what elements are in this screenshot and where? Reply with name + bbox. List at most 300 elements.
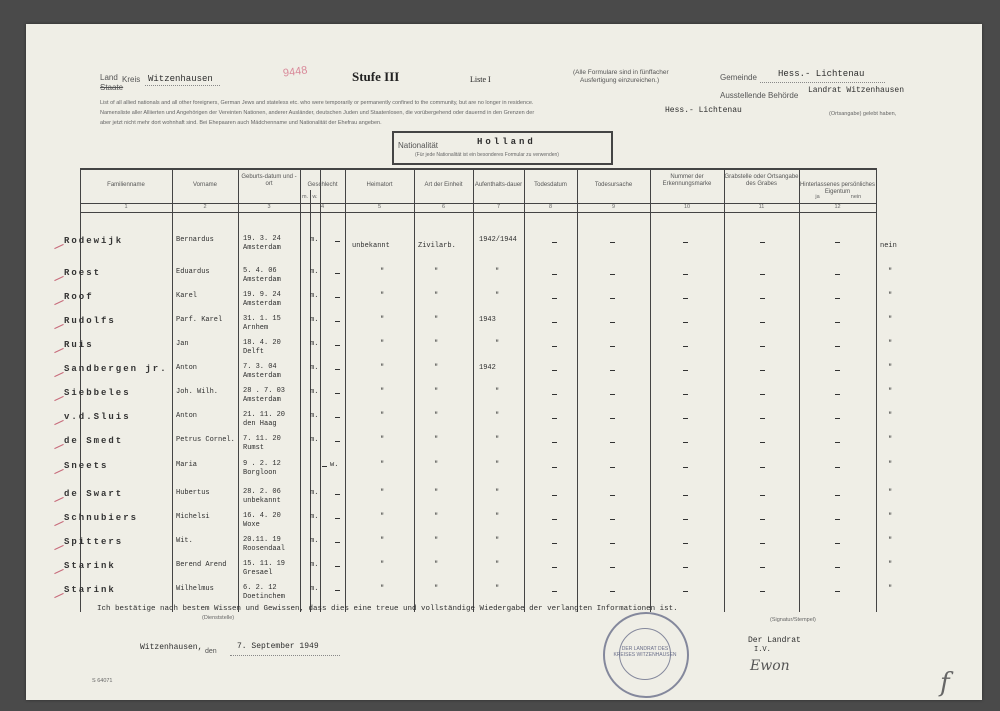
nationality-label: Nationalität bbox=[398, 141, 439, 150]
stay-cell: " bbox=[495, 561, 500, 569]
birth-place-cell: Amsterdam bbox=[243, 396, 281, 404]
intro-place: Hess.- Lichtenau bbox=[665, 106, 742, 115]
surname-cell: Roest bbox=[64, 268, 102, 278]
dash-mark bbox=[335, 441, 340, 442]
sex-cell: w. bbox=[330, 461, 339, 469]
stay-cell: " bbox=[495, 436, 500, 444]
property-cell: " bbox=[888, 561, 893, 569]
dash-mark bbox=[835, 370, 840, 371]
handwritten-reference: 9448 bbox=[282, 64, 309, 80]
property-subheader: nein bbox=[850, 194, 862, 200]
date-value: 7. September 1949 bbox=[237, 642, 319, 651]
home-cell: " bbox=[380, 436, 385, 444]
place-label: Witzenhausen, bbox=[140, 643, 203, 652]
unit-cell: " bbox=[434, 537, 439, 545]
home-cell: " bbox=[380, 268, 385, 276]
dash-mark bbox=[683, 242, 688, 243]
property-cell: " bbox=[888, 340, 893, 348]
table-column-rule bbox=[524, 168, 525, 612]
dash-mark bbox=[552, 495, 557, 496]
home-cell: " bbox=[380, 489, 385, 497]
sex-cell: m. bbox=[310, 268, 319, 276]
column-number: 8 bbox=[548, 204, 553, 210]
dash-mark bbox=[552, 322, 557, 323]
dash-mark bbox=[552, 418, 557, 419]
first-name-cell: Wilhelmus bbox=[176, 585, 214, 593]
first-name-cell: Anton bbox=[176, 412, 198, 420]
birth-place-cell: Arnhem bbox=[243, 324, 269, 332]
column-header: Nummer der Erkennungsmarke bbox=[662, 174, 712, 187]
stay-cell: 1942/1944 bbox=[479, 236, 517, 244]
first-name-cell: Parf. Karel bbox=[176, 316, 223, 324]
home-cell: " bbox=[380, 537, 385, 545]
stay-cell: 1942 bbox=[479, 364, 496, 372]
column-number: 11 bbox=[758, 204, 765, 210]
birth-date-cell: 5. 4. 06 bbox=[243, 267, 277, 275]
dash-mark bbox=[760, 346, 765, 347]
dash-mark bbox=[760, 442, 765, 443]
birth-date-cell: 6. 2. 12 bbox=[243, 584, 277, 592]
property-cell: " bbox=[888, 585, 893, 593]
dash-mark bbox=[835, 242, 840, 243]
stay-cell: " bbox=[495, 489, 500, 497]
table-rule bbox=[80, 212, 876, 213]
dash-mark bbox=[683, 467, 688, 468]
surname-cell: Rudolfs bbox=[64, 316, 116, 326]
dash-mark bbox=[610, 242, 615, 243]
table-column-rule bbox=[650, 168, 651, 612]
table-column-rule bbox=[300, 168, 301, 612]
birth-place-cell: Woxe bbox=[243, 521, 260, 529]
dash-mark bbox=[835, 298, 840, 299]
dash-mark bbox=[552, 567, 557, 568]
property-cell: " bbox=[888, 436, 893, 444]
column-header: Todesdatum bbox=[534, 182, 567, 188]
first-name-cell: Bernardus bbox=[176, 236, 214, 244]
date-line bbox=[230, 655, 340, 656]
birth-date-cell: 19. 3. 24 bbox=[243, 235, 281, 243]
kreis-value: Witzenhausen bbox=[148, 74, 213, 84]
home-cell: " bbox=[380, 461, 385, 469]
dash-mark bbox=[835, 418, 840, 419]
sex-cell: m. bbox=[310, 388, 319, 396]
stay-cell: " bbox=[495, 585, 500, 593]
sex-cell: m. bbox=[310, 292, 319, 300]
stay-cell: " bbox=[495, 537, 500, 545]
dash-mark bbox=[835, 543, 840, 544]
dash-mark bbox=[835, 274, 840, 275]
unit-cell: " bbox=[434, 268, 439, 276]
surname-cell: de Smedt bbox=[64, 436, 124, 446]
property-cell: " bbox=[888, 268, 893, 276]
unit-cell: " bbox=[434, 489, 439, 497]
dash-mark bbox=[552, 519, 557, 520]
birth-place-cell: Borgloon bbox=[243, 469, 277, 477]
birth-date-cell: 31. 1. 15 bbox=[243, 315, 281, 323]
dash-mark bbox=[760, 591, 765, 592]
sex-cell: m. bbox=[310, 489, 319, 497]
home-cell: unbekannt bbox=[352, 242, 390, 250]
dash-mark bbox=[760, 370, 765, 371]
form-code: S 64071 bbox=[92, 678, 113, 684]
property-cell: " bbox=[888, 388, 893, 396]
dash-mark bbox=[683, 418, 688, 419]
home-cell: " bbox=[380, 513, 385, 521]
dash-mark bbox=[610, 394, 615, 395]
sex-cell: m. bbox=[310, 412, 319, 420]
unit-cell: " bbox=[434, 561, 439, 569]
dash-mark bbox=[335, 417, 340, 418]
sex-cell: m. bbox=[310, 537, 319, 545]
dash-mark bbox=[610, 370, 615, 371]
dash-mark bbox=[760, 298, 765, 299]
stay-cell: " bbox=[495, 461, 500, 469]
dash-mark bbox=[683, 274, 688, 275]
dash-mark bbox=[835, 519, 840, 520]
property-cell: " bbox=[888, 316, 893, 324]
birth-place-cell: Gresael bbox=[243, 569, 273, 577]
dash-mark bbox=[610, 591, 615, 592]
dash-mark bbox=[335, 241, 340, 242]
dash-mark bbox=[835, 495, 840, 496]
column-header: Aufenthalts-dauer bbox=[474, 182, 523, 188]
unit-cell: " bbox=[434, 585, 439, 593]
column-header: Todesursache bbox=[594, 182, 633, 188]
column-number: 9 bbox=[611, 204, 616, 210]
table-column-rule bbox=[345, 168, 346, 612]
dash-mark bbox=[335, 494, 340, 495]
birth-place-cell: Amsterdam bbox=[243, 372, 281, 380]
table-column-rule bbox=[799, 168, 800, 612]
dash-mark bbox=[683, 495, 688, 496]
corner-mark: f bbox=[940, 668, 950, 698]
surname-cell: Sandbergen jr. bbox=[64, 364, 168, 374]
dash-mark bbox=[552, 591, 557, 592]
table-column-rule bbox=[238, 168, 239, 612]
stay-cell: " bbox=[495, 513, 500, 521]
birth-place-cell: Rumst bbox=[243, 444, 265, 452]
dash-mark bbox=[760, 418, 765, 419]
unit-cell: " bbox=[434, 412, 439, 420]
table-column-rule bbox=[473, 168, 474, 612]
birth-date-cell: 28. 2. 06 bbox=[243, 488, 281, 496]
home-cell: " bbox=[380, 561, 385, 569]
unit-cell: " bbox=[434, 292, 439, 300]
column-number: 2 bbox=[203, 204, 207, 210]
dash-mark bbox=[760, 467, 765, 468]
property-cell: " bbox=[888, 412, 893, 420]
dash-mark bbox=[610, 346, 615, 347]
dash-mark bbox=[835, 346, 840, 347]
dash-mark bbox=[835, 394, 840, 395]
birth-place-cell: Delft bbox=[243, 348, 265, 356]
sex-cell: m. bbox=[310, 316, 319, 324]
home-cell: " bbox=[380, 585, 385, 593]
dash-mark bbox=[835, 467, 840, 468]
table-column-rule bbox=[876, 168, 877, 612]
surname-cell: Starink bbox=[64, 585, 116, 595]
first-name-cell: Anton bbox=[176, 364, 198, 372]
unit-cell: " bbox=[434, 340, 439, 348]
dash-mark bbox=[610, 467, 615, 468]
home-cell: " bbox=[380, 292, 385, 300]
dash-mark bbox=[760, 495, 765, 496]
stay-cell: " bbox=[495, 292, 500, 300]
surname-cell: Schnubiers bbox=[64, 513, 139, 523]
dash-mark bbox=[552, 394, 557, 395]
den-label: den bbox=[205, 648, 217, 655]
column-number: 10 bbox=[683, 204, 691, 210]
property-cell: nein bbox=[880, 242, 897, 250]
column-header: Heimatort bbox=[366, 182, 393, 188]
liste-label: Liste I bbox=[470, 75, 491, 84]
dash-mark bbox=[610, 543, 615, 544]
sex-cell: m. bbox=[310, 364, 319, 372]
property-cell: " bbox=[888, 461, 893, 469]
birth-date-cell: 7. 11. 20 bbox=[243, 435, 281, 443]
confirmation-text: Ich bestätige nach bestem Wissen und Gewissen, dass dies eine treue und vollständige Wiedergabe der verlangten Informationen ist. bbox=[97, 605, 678, 613]
first-name-cell: Karel bbox=[176, 292, 198, 300]
dash-mark bbox=[552, 346, 557, 347]
dash-mark bbox=[760, 242, 765, 243]
stay-cell: " bbox=[495, 388, 500, 396]
dash-mark bbox=[335, 273, 340, 274]
dash-mark bbox=[335, 369, 340, 370]
sex-cell: m. bbox=[310, 561, 319, 569]
sex-cell: m. bbox=[310, 436, 319, 444]
dash-mark bbox=[683, 442, 688, 443]
birth-date-cell: 28 . 7. 03 bbox=[243, 387, 286, 395]
column-number: 6 bbox=[441, 204, 446, 210]
column-header: Familienname bbox=[107, 182, 145, 188]
dash-mark bbox=[552, 370, 557, 371]
seal-text: DER LANDRAT DES KREISES WITZENHAUSEN bbox=[613, 646, 677, 658]
column-number: 7 bbox=[496, 204, 501, 210]
column-number: 5 bbox=[377, 204, 382, 210]
dash-mark bbox=[552, 274, 557, 275]
stay-cell: " bbox=[495, 268, 500, 276]
dash-mark bbox=[683, 346, 688, 347]
column-header: Geburts-datum und -ort bbox=[241, 174, 297, 187]
surname-cell: Spitters bbox=[64, 537, 124, 547]
first-name-cell: Berend Arend bbox=[176, 561, 227, 569]
birth-date-cell: 18. 4. 20 bbox=[243, 339, 281, 347]
dash-mark bbox=[760, 567, 765, 568]
table-column-rule bbox=[172, 168, 173, 612]
table-rule bbox=[80, 169, 876, 170]
dash-mark bbox=[683, 394, 688, 395]
home-cell: " bbox=[380, 364, 385, 372]
landrat-label: Der Landrat bbox=[748, 636, 801, 645]
dash-mark bbox=[760, 322, 765, 323]
column-number: 1 bbox=[124, 204, 128, 210]
dash-mark bbox=[683, 591, 688, 592]
signature: Ewon bbox=[750, 658, 790, 674]
first-name-cell: Petrus Cornel. bbox=[176, 436, 235, 444]
dash-mark bbox=[552, 543, 557, 544]
table-column-rule bbox=[310, 190, 311, 612]
surname-cell: de Swart bbox=[64, 489, 124, 499]
unit-cell: " bbox=[434, 316, 439, 324]
dash-mark bbox=[610, 519, 615, 520]
dash-mark bbox=[610, 567, 615, 568]
property-cell: " bbox=[888, 364, 893, 372]
signature-note: (Signatur/Stempel) bbox=[770, 617, 816, 623]
birth-date-cell: 20.11. 19 bbox=[243, 536, 281, 544]
home-cell: " bbox=[380, 388, 385, 396]
birth-date-cell: 16. 4. 20 bbox=[243, 512, 281, 520]
birth-date-cell: 9 . 2. 12 bbox=[243, 460, 281, 468]
dash-mark bbox=[683, 370, 688, 371]
birth-place-cell: Doetinchem bbox=[243, 593, 286, 601]
dash-mark bbox=[760, 274, 765, 275]
column-number: 4 bbox=[320, 204, 325, 210]
home-cell: " bbox=[380, 316, 385, 324]
dash-mark bbox=[335, 345, 340, 346]
unit-cell: " bbox=[434, 513, 439, 521]
birth-date-cell: 19. 9. 24 bbox=[243, 291, 281, 299]
surname-cell: Starink bbox=[64, 561, 116, 571]
unit-cell: Zivilarb. bbox=[418, 242, 456, 250]
dash-mark bbox=[835, 591, 840, 592]
sex-subheader: m. bbox=[301, 194, 309, 200]
dash-mark bbox=[683, 298, 688, 299]
dash-mark bbox=[683, 543, 688, 544]
formulare-note-2: Ausfertigung einzureichen.) bbox=[580, 77, 660, 84]
column-number: 3 bbox=[267, 204, 271, 210]
dash-mark bbox=[552, 242, 557, 243]
first-name-cell: Jan bbox=[176, 340, 189, 348]
kreis-label: Kreis bbox=[122, 75, 141, 84]
dash-mark bbox=[552, 442, 557, 443]
unit-cell: " bbox=[434, 436, 439, 444]
first-name-cell: Eduardus bbox=[176, 268, 210, 276]
dash-mark bbox=[610, 442, 615, 443]
intro-line-2-end: (Ortsangabe) gelebt haben, bbox=[829, 111, 897, 117]
birth-date-cell: 21. 11. 20 bbox=[243, 411, 286, 419]
dash-mark bbox=[683, 567, 688, 568]
nationality-note: (Für jede Nationalität ist ein besonderes Formular zu verwenden) bbox=[415, 152, 559, 158]
sex-cell: m. bbox=[310, 340, 319, 348]
sex-cell: m. bbox=[310, 513, 319, 521]
gemeinde-value: Hess.- Lichtenau bbox=[778, 69, 865, 79]
birth-place-cell: den Haag bbox=[243, 420, 277, 428]
dash-mark bbox=[610, 274, 615, 275]
column-header: Geschlecht bbox=[307, 182, 338, 188]
dash-mark bbox=[610, 322, 615, 323]
dash-mark bbox=[760, 519, 765, 520]
dash-mark bbox=[322, 466, 327, 467]
intro-line-1: List of all allied nationals and all other foreigners, German Jews and stateless etc. who were temporarily or permanently confined to the community, but are no longer in residence. bbox=[100, 100, 534, 106]
table-column-rule bbox=[577, 168, 578, 612]
dash-mark bbox=[335, 590, 340, 591]
table-column-rule bbox=[724, 168, 725, 612]
unit-cell: " bbox=[434, 461, 439, 469]
dash-mark bbox=[683, 322, 688, 323]
dash-mark bbox=[835, 442, 840, 443]
surname-cell: Siebbeles bbox=[64, 388, 131, 398]
gemeinde-label: Gemeinde bbox=[720, 73, 757, 82]
first-name-cell: Michelsi bbox=[176, 513, 210, 521]
kreis-line bbox=[145, 85, 220, 86]
behoerde-value: Landrat Witzenhausen bbox=[808, 86, 905, 95]
dash-mark bbox=[610, 418, 615, 419]
dash-mark bbox=[610, 298, 615, 299]
stufe-title: Stufe III bbox=[352, 69, 400, 84]
dienststelle-label: (Dienststelle) bbox=[202, 615, 235, 621]
property-cell: " bbox=[888, 537, 893, 545]
dash-mark bbox=[683, 519, 688, 520]
dash-mark bbox=[335, 566, 340, 567]
dash-mark bbox=[335, 297, 340, 298]
dash-mark bbox=[760, 394, 765, 395]
home-cell: " bbox=[380, 412, 385, 420]
property-subheader: ja bbox=[815, 194, 820, 200]
dash-mark bbox=[610, 495, 615, 496]
birth-place-cell: Amsterdam bbox=[243, 244, 281, 252]
first-name-cell: Joh. Wilh. bbox=[176, 388, 219, 396]
unit-cell: " bbox=[434, 388, 439, 396]
table-column-rule bbox=[414, 168, 415, 612]
intro-line-3: aber jetzt nicht mehr dort wohnhaft sind. Bei Ehepaaren auch Mädchenname und Nationalität der Ehefrau angeben. bbox=[100, 120, 382, 126]
column-number: 12 bbox=[834, 204, 841, 210]
stay-cell: " bbox=[495, 412, 500, 420]
staat-label: Staate bbox=[100, 83, 124, 92]
stay-cell: " bbox=[495, 340, 500, 348]
sex-cell: m. bbox=[310, 236, 319, 244]
formulare-note-1: (Alle Formulare sind in fünffacher bbox=[573, 69, 669, 76]
first-name-cell: Wit. bbox=[176, 537, 193, 545]
birth-place-cell: Amsterdam bbox=[243, 300, 281, 308]
unit-cell: " bbox=[434, 364, 439, 372]
surname-cell: Ruis bbox=[64, 340, 94, 350]
surname-cell: Roof bbox=[64, 292, 94, 302]
column-header: Hinterlassenes persönliches Eigentum bbox=[799, 182, 876, 195]
property-cell: " bbox=[888, 489, 893, 497]
dash-mark bbox=[552, 298, 557, 299]
dash-mark bbox=[335, 542, 340, 543]
table-column-rule bbox=[320, 168, 321, 612]
intro-line-2: Namensliste aller Alliierten und Angehörigen der Vereinten Nationen, anderer Ausländer, deutschen Juden und Staatenlosen, die vorübergehend oder dauernd in den Grenzen der bbox=[100, 110, 535, 116]
column-header: Art der Einheit bbox=[424, 182, 463, 188]
dash-mark bbox=[760, 543, 765, 544]
first-name-cell: Hubertus bbox=[176, 489, 210, 497]
land-label: Land bbox=[100, 73, 118, 82]
behoerde-label: Ausstellende Behörde bbox=[720, 91, 799, 100]
dash-mark bbox=[835, 322, 840, 323]
surname-cell: v.d.Sluis bbox=[64, 412, 131, 422]
property-cell: " bbox=[888, 292, 893, 300]
sex-cell: m. bbox=[310, 585, 319, 593]
birth-date-cell: 7. 3. 04 bbox=[243, 363, 277, 371]
surname-cell: Rodewijk bbox=[64, 236, 124, 246]
column-header: Grabstelle oder Ortsangabe des Grabes bbox=[724, 174, 799, 187]
birth-date-cell: 15. 11. 19 bbox=[243, 560, 286, 568]
nationality-value: Holland bbox=[477, 137, 536, 147]
dash-mark bbox=[552, 467, 557, 468]
property-cell: " bbox=[888, 513, 893, 521]
home-cell: " bbox=[380, 340, 385, 348]
dash-mark bbox=[835, 567, 840, 568]
birth-place-cell: Roosendaal bbox=[243, 545, 286, 553]
surname-cell: Sneets bbox=[64, 461, 109, 471]
dash-mark bbox=[335, 518, 340, 519]
stay-cell: 1943 bbox=[479, 316, 496, 324]
iv-label: I.V. bbox=[754, 646, 771, 654]
gemeinde-line bbox=[760, 82, 885, 83]
dash-mark bbox=[335, 393, 340, 394]
dash-mark bbox=[335, 321, 340, 322]
